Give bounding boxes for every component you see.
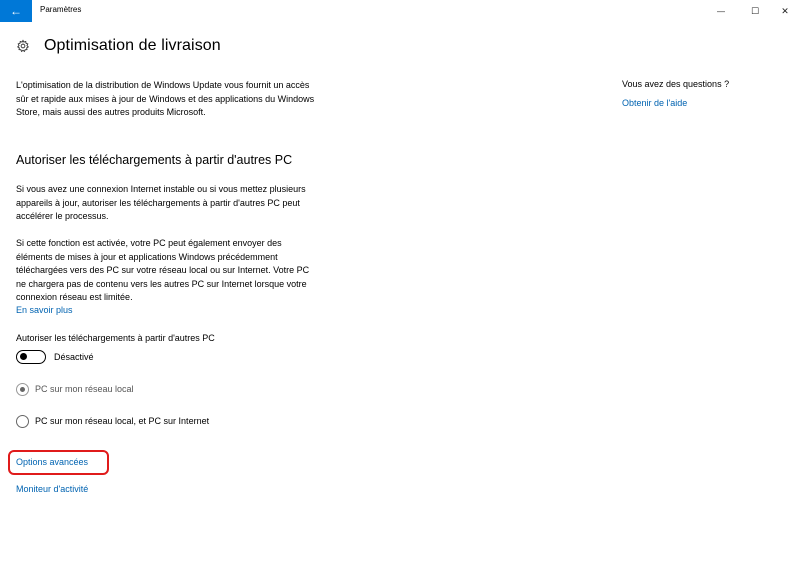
get-help-link[interactable]: Obtenir de l'aide xyxy=(622,98,688,108)
page-title: Optimisation de livraison xyxy=(44,37,221,54)
activity-monitor-link[interactable]: Moniteur d'activité xyxy=(16,484,89,494)
page-header xyxy=(16,37,221,55)
toggle-label: Autoriser les téléchargements à partir d'autres PC xyxy=(16,333,215,343)
back-button[interactable] xyxy=(0,0,32,22)
minimize-button[interactable] xyxy=(706,0,736,22)
close-icon: ✕ xyxy=(781,5,789,16)
learn-more-link[interactable]: En savoir plus xyxy=(16,305,73,315)
section-title: Autoriser les téléchargements à partir d'autres PC xyxy=(16,153,293,167)
section-paragraph-2: Si cette fonction est activée, votre PC peut également envoyer des éléments de mises à jour et applications Windows précédemment téléchargées vers des PC sur votre réseau local ou sur Internet. Votre PC ne chargera pas de contenu vers les autres PC sur Internet lorsque votre connexion réseau est limitée. xyxy=(16,238,310,302)
maximize-button[interactable] xyxy=(740,0,770,22)
gear-icon xyxy=(16,39,30,53)
minimize-icon: — xyxy=(717,6,725,16)
help-question: Vous avez des questions ? xyxy=(622,79,730,89)
maximize-icon: ☐ xyxy=(750,5,760,16)
radio-local-and-internet-label[interactable]: PC sur mon réseau local, et PC sur Internet xyxy=(35,416,210,426)
download-toggle[interactable] xyxy=(16,350,46,364)
advanced-options-link[interactable]: Options avancées xyxy=(16,457,89,467)
back-arrow-icon: ← xyxy=(10,4,22,18)
close-button[interactable] xyxy=(770,0,800,22)
radio-local-network[interactable] xyxy=(16,383,29,396)
title-bar xyxy=(0,0,800,22)
app-title: Paramètres xyxy=(40,5,82,14)
toggle-state: Désactivé xyxy=(54,352,94,362)
radio-local-and-internet[interactable] xyxy=(16,415,29,428)
intro-text: L'optimisation de la distribution de Windows Update vous fournit un accès sûr et rapide aux mises à jour de Windows et des applications du Windows Store, mais aussi des autres produits Microsoft. xyxy=(16,80,315,117)
section-paragraph-1: Si vous avez une connexion Internet instable ou si vous mettez plusieurs appareils à jour, autoriser les téléchargements à partir d'autres PC peut accélérer le processus. xyxy=(16,184,306,221)
toggle-knob xyxy=(20,353,27,360)
radio-local-network-label[interactable]: PC sur mon réseau local xyxy=(35,384,134,394)
